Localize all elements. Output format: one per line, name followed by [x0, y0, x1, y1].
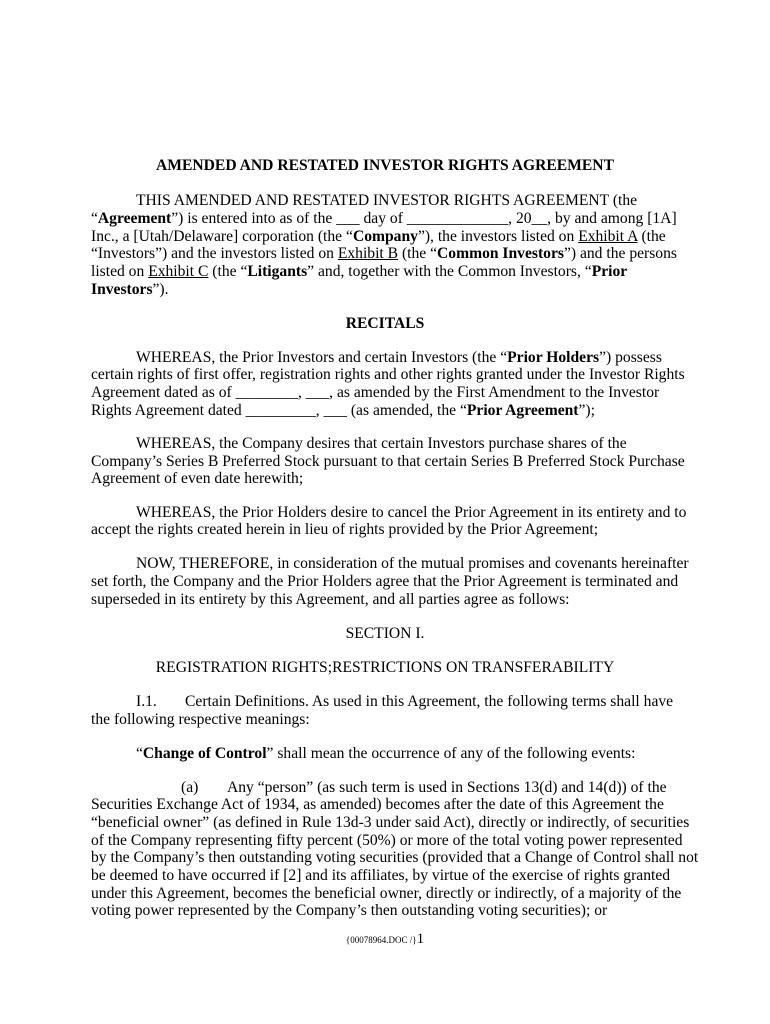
text-line: Any “person” (as such term is used in Sections 13(d) and 14(d)) of the — [227, 779, 667, 796]
text-line: be deemed to have occurred if [2] and its affiliates, by virtue of the exercise of rights granted — [91, 867, 671, 884]
text-line: certain rights of first offer, registration rights and other rights granted under the Investor Rights — [91, 366, 685, 383]
text-line: Investors”). — [91, 281, 169, 298]
text-line: of the Company representing fifty percent (50%) or more of the total voting power represented — [91, 832, 683, 849]
text-line: listed on Exhibit C (the “Litigants” and, together with the Common Investors, “Prior — [91, 263, 628, 280]
section-number: I.1. — [136, 693, 157, 710]
text-line: by the Company’s then outstanding voting securities (provided that a Change of Control shall not — [91, 849, 699, 866]
text-line: Company’s Series B Preferred Stock pursuant to that certain Series B Preferred Stock Purchase — [91, 453, 685, 470]
text-line: Securities Exchange Act of 1934, as amended) becomes after the date of this Agreement the — [91, 796, 664, 813]
text-line: the following respective meanings: — [91, 711, 310, 728]
text-line: WHEREAS, the Company desires that certain Investors purchase shares of the — [136, 435, 627, 452]
section-title: REGISTRATION RIGHTS;RESTRICTIONS ON TRANSFERABILITY — [155, 659, 615, 676]
text-line: superseded in its entirety by this Agreement, and all parties agree as follows: — [91, 591, 570, 608]
text-line: “beneficial owner” (as defined in Rule 13d-3 under said Act), directly or indirectly, of securities — [91, 814, 690, 831]
text-line: “Agreement”) is entered into as of the ___ day of _____________, 20__, by and among [1A] — [91, 210, 677, 227]
text-line: voting power represented by the Company’s then outstanding voting securities); or — [91, 902, 608, 919]
text-line: NOW, THEREFORE, in consideration of the mutual promises and covenants hereinafter — [136, 555, 689, 572]
exhibit-b-link: Exhibit B — [337, 245, 399, 262]
recitals-heading: RECITALS — [345, 315, 425, 332]
page-footer — [0, 930, 770, 948]
text-line: “Investors”) and the investors listed on Exhibit B (the “Common Investors”) and the persons — [91, 245, 677, 262]
page-number: 1 — [416, 931, 425, 947]
text-line: Inc., a [Utah/Delaware] corporation (the “Company”), the investors listed on Exhibit A (the — [91, 228, 666, 245]
document-code: {00078964.DOC /} — [345, 935, 417, 945]
text-line: WHEREAS, the Prior Investors and certain Investors (the “Prior Holders”) possess — [136, 349, 662, 366]
text-line: WHEREAS, the Prior Holders desire to cancel the Prior Agreement in its entirety and to — [136, 504, 687, 521]
clause-label: (a) — [181, 779, 199, 796]
text-line: Agreement dated as of ________, ___, as amended by the First Amendment to the Investor — [91, 384, 660, 401]
exhibit-a-link: Exhibit A — [578, 228, 638, 245]
exhibit-c-link: Exhibit C — [148, 263, 209, 280]
text-line: Agreement of even date herewith; — [91, 470, 304, 487]
text-line: under this Agreement, becomes the beneficial owner, directly or indirectly, of a majority of the — [91, 885, 682, 902]
section-heading: SECTION I. — [345, 625, 425, 642]
text-line: Rights Agreement dated _________, ___ (as amended, the “Prior Agreement”); — [91, 402, 595, 419]
text-line: set forth, the Company and the Prior Holders agree that the Prior Agreement is terminated and — [91, 573, 679, 590]
text-line: Certain Definitions. As used in this Agreement, the following terms shall have — [185, 693, 674, 710]
document-title: AMENDED AND RESTATED INVESTOR RIGHTS AGREEMENT — [156, 157, 614, 174]
text-line: accept the rights created herein in lieu of rights provided by the Prior Agreement; — [91, 521, 599, 538]
text-line: THIS AMENDED AND RESTATED INVESTOR RIGHTS AGREEMENT (the — [136, 192, 638, 209]
change-of-control-definition: “Change of Control” shall mean the occurrence of any of the following events: — [136, 745, 636, 762]
